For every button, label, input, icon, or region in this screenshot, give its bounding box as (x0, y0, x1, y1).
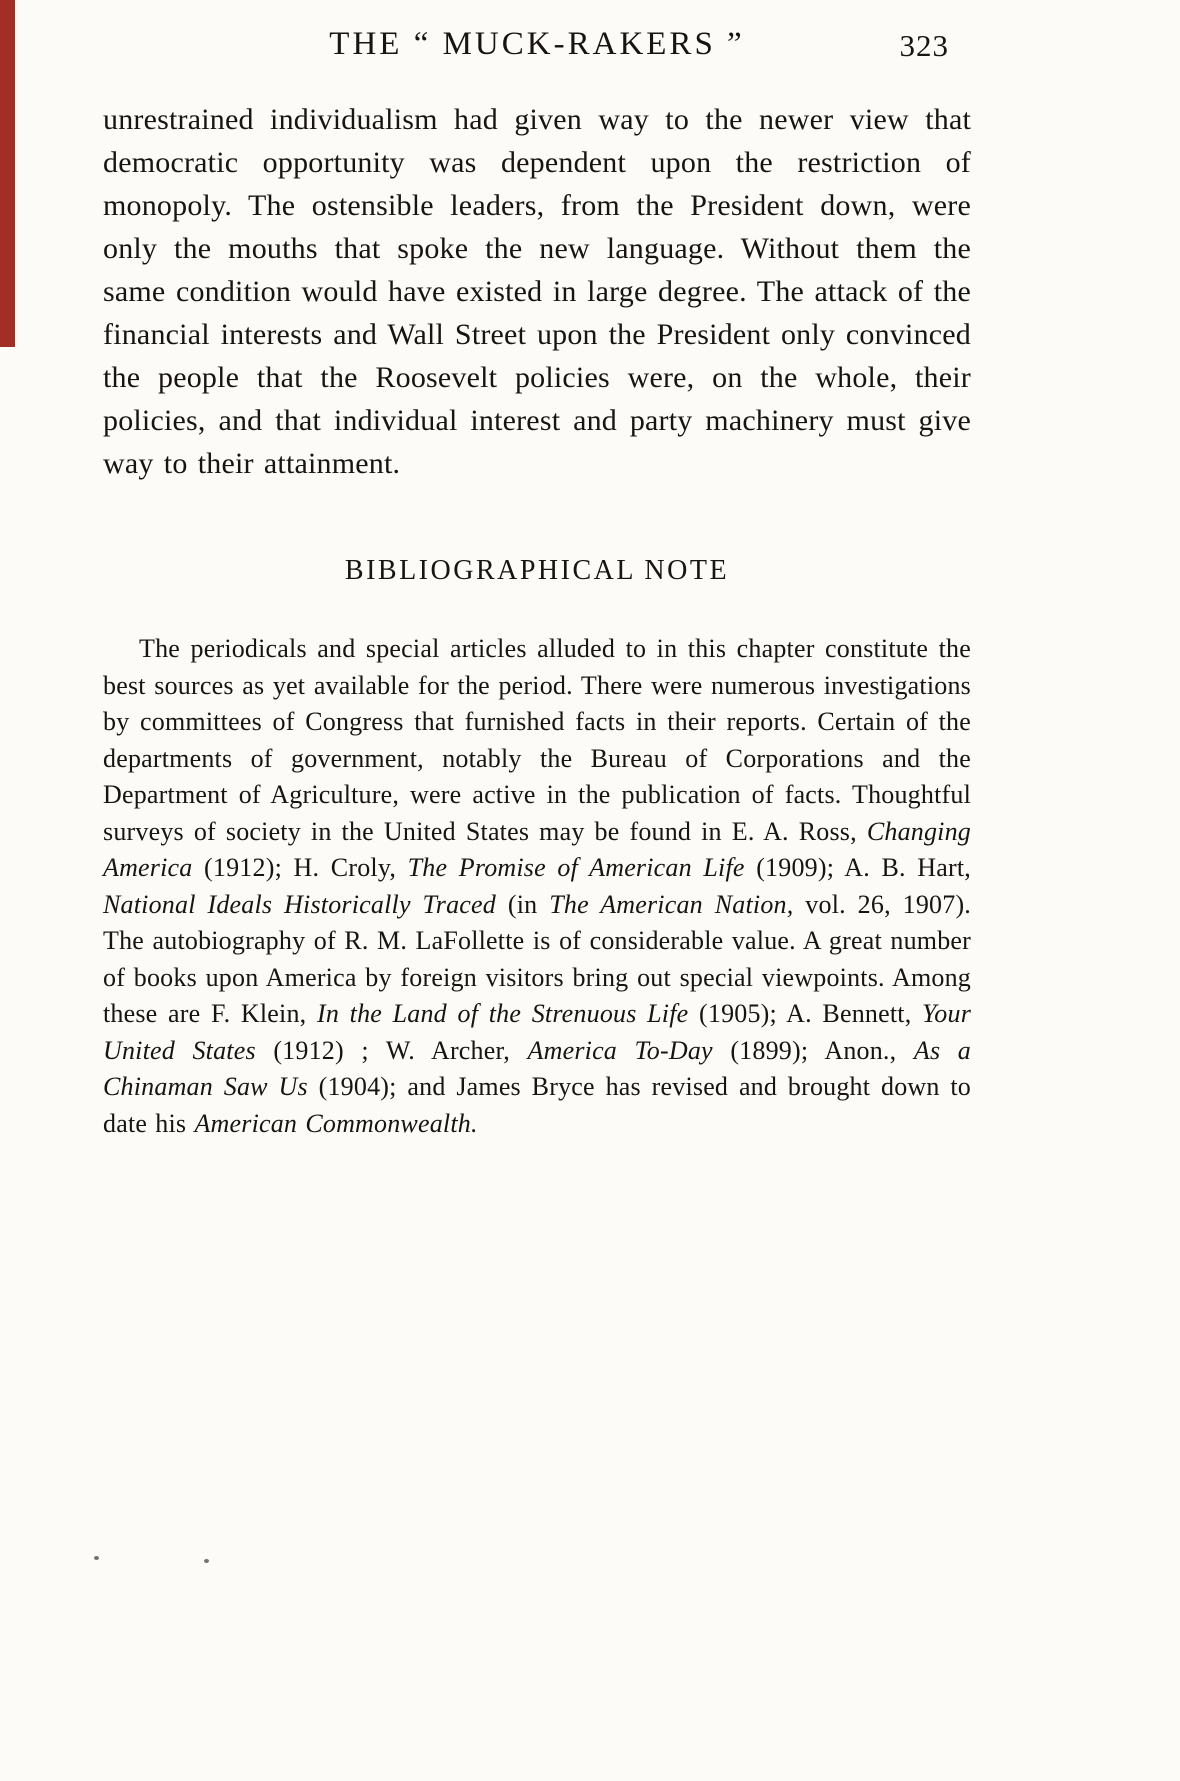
note-paragraph (103, 631, 971, 1142)
running-title: THE “ MUCK-RAKERS ” (329, 26, 745, 62)
page-header (103, 26, 971, 74)
note-text: (1909); A. B. Hart, (744, 853, 971, 882)
book-title-italic: Changing America (103, 816, 971, 882)
note-text: The periodicals and special articles alluded to in this chapter constitute the best sources as yet available for the period. There were numerous investigations by committees of Congress that furnished facts in their reports. Certain of the departments of government, notably the Bureau of Corporations and the Department of Agriculture, were active in the publication of facts. Thoughtful surveys of society in the United States may be found in E. A. Ross, (103, 634, 971, 846)
book-title-italic: The American Nation, (549, 889, 794, 919)
book-spine-edge (0, 0, 15, 347)
body-paragraph: unrestrained individualism had given way to the newer view that democratic opportunity was dependent upon the restriction of monopoly. The ostensible leaders, from the President down, were only the mouths that spoke the new language. Without them the same condition would have existed in large degree. The attack of the financial interests and Wall Street upon the President only convinced the people that the Roosevelt policies were, on the whole, their policies, and that individual interest and party machinery must give way to their attainment. (103, 103, 971, 480)
text-block (103, 98, 971, 1142)
book-title-italic: American Commonwealth. (194, 1108, 478, 1138)
scan-speck (204, 1559, 209, 1563)
note-text: (1912); H. Croly, (192, 853, 408, 882)
note-text: (1912) ; W. Archer, (255, 1035, 528, 1065)
book-title-italic: In the Land of the Strenuous Life (316, 999, 689, 1028)
note-text: (1899); Anon., (712, 1035, 914, 1065)
page-number: 323 (899, 28, 949, 63)
book-title-italic: America To-Day (527, 1035, 713, 1065)
book-title-italic: As a Chinaman Saw Us (103, 1035, 971, 1101)
note-text: vol. 26, 1907). The autobiography of R. M. LaFollette is of considerable value. A great number of books upon America by foreign visitors bring out special viewpoints. Among these are F. Klein, (103, 889, 972, 1028)
section-heading: BIBLIOGRAPHICAL NOTE (344, 555, 730, 586)
book-title-italic: National Ideals Historically Traced (103, 889, 496, 919)
note-text: (1905); A. Bennett, (688, 999, 923, 1028)
note-text: (in (495, 889, 550, 919)
book-title-italic: The Promise of American Life (407, 853, 745, 882)
book-title-italic: Your United States (103, 999, 972, 1065)
scan-speck (94, 1556, 99, 1560)
note-text: (1904); and James Bryce has revised and brought down to date his (103, 1072, 972, 1138)
